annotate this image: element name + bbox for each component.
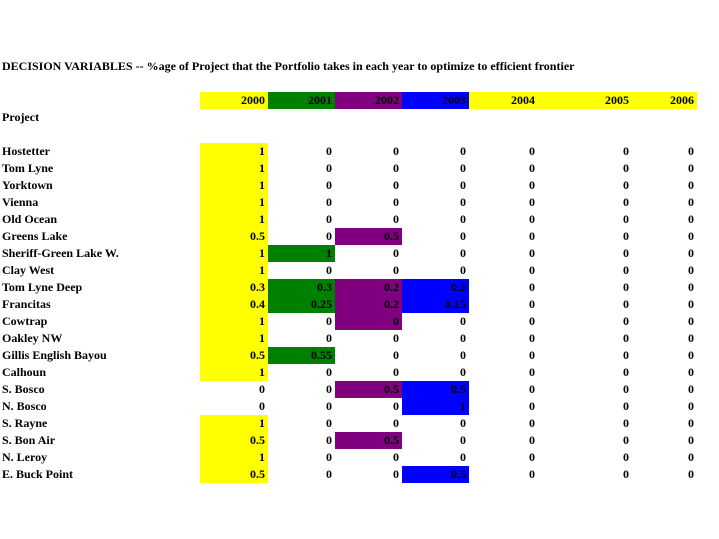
value-cell-2003: 0.2	[402, 279, 469, 296]
project-name: N. Leroy	[2, 450, 48, 464]
value-cell-2006: 0	[688, 433, 694, 447]
value-cell-2003: 0	[460, 144, 466, 158]
value-cell-2001: 0	[326, 399, 332, 413]
value-cell-2005: 0	[623, 246, 629, 260]
value-cell-2003: 0.5	[402, 381, 469, 398]
value-cell-2004: 0	[529, 212, 535, 226]
value-cell-2000: 0.3	[200, 279, 268, 296]
value-cell-2004: 0	[529, 365, 535, 379]
value-cell-2005: 0	[623, 399, 629, 413]
project-name: N. Bosco	[2, 399, 47, 413]
value-cell-2000: 1	[200, 211, 268, 228]
value-cell-2006: 0	[688, 365, 694, 379]
value-cell-2005: 0	[623, 263, 629, 277]
value-cell-2006: 0	[688, 399, 694, 413]
project-name: Cowtrap	[2, 314, 48, 328]
value-cell-2003: 1	[402, 398, 469, 415]
value-cell-2001: 0	[326, 212, 332, 226]
value-cell-2001: 0	[326, 382, 332, 396]
value-cell-2001: 0.25	[268, 296, 335, 313]
value-cell-2005: 0	[623, 348, 629, 362]
value-cell-2003: 0	[460, 195, 466, 209]
project-name: Oakley NW	[2, 331, 63, 345]
value-cell-2003: 0	[460, 365, 466, 379]
value-cell-2005: 0	[623, 467, 629, 481]
value-cell-2004: 0	[529, 348, 535, 362]
value-cell-2004: 0	[529, 433, 535, 447]
value-cell-2002: 0	[393, 161, 399, 175]
value-cell-2002: 0	[393, 348, 399, 362]
value-cell-2003: 0	[460, 246, 466, 260]
value-cell-2000: 1	[200, 330, 268, 347]
value-cell-2001: 0	[326, 229, 332, 243]
value-cell-2002: 0	[393, 467, 399, 481]
value-cell-2000: 0.5	[200, 466, 268, 483]
value-cell-2002: 0	[393, 399, 399, 413]
value-cell-2006: 0	[688, 246, 694, 260]
value-cell-2006: 0	[688, 178, 694, 192]
value-cell-2005: 0	[623, 365, 629, 379]
value-cell-2001: 0	[326, 263, 332, 277]
value-cell-2002: 0	[393, 450, 399, 464]
value-cell-2006: 0	[688, 450, 694, 464]
value-cell-2002: 0	[393, 144, 399, 158]
year-header-2006: 2006	[632, 92, 697, 109]
value-cell-2005: 0	[623, 382, 629, 396]
year-header-2003: 2003	[402, 92, 469, 109]
value-cell-2000: 0	[259, 382, 265, 396]
value-cell-2001: 0	[326, 433, 332, 447]
value-cell-2002: 0.5	[335, 381, 402, 398]
project-name: Old Ocean	[2, 212, 58, 226]
value-cell-2000: 1	[200, 415, 268, 432]
value-cell-2002: 0	[393, 178, 399, 192]
value-cell-2001: 0	[326, 314, 332, 328]
value-cell-2002: 0.2	[335, 296, 402, 313]
value-cell-2006: 0	[688, 212, 694, 226]
value-cell-2000: 0.5	[200, 347, 268, 364]
value-cell-2000: 1	[200, 177, 268, 194]
value-cell-2005: 0	[623, 161, 629, 175]
value-cell-2004: 0	[529, 382, 535, 396]
value-cell-2006: 0	[688, 161, 694, 175]
value-cell-2005: 0	[623, 178, 629, 192]
project-name: S. Rayne	[2, 416, 48, 430]
value-cell-2002: 0.5	[335, 432, 402, 449]
value-cell-2004: 0	[529, 144, 535, 158]
value-cell-2004: 0	[529, 178, 535, 192]
year-header-2004: 2004	[469, 92, 538, 109]
value-cell-2005: 0	[623, 416, 629, 430]
value-cell-2001: 0	[326, 161, 332, 175]
project-name: Tom Lyne	[2, 161, 54, 175]
value-cell-2001: 0	[326, 450, 332, 464]
value-cell-2005: 0	[623, 195, 629, 209]
value-cell-2002: 0	[393, 365, 399, 379]
value-cell-2004: 0	[529, 195, 535, 209]
value-cell-2006: 0	[688, 382, 694, 396]
value-cell-2006: 0	[688, 331, 694, 345]
value-cell-2001: 0	[326, 467, 332, 481]
year-header-2000: 2000	[200, 92, 268, 109]
project-name: Sheriff-Green Lake W.	[2, 246, 119, 260]
value-cell-2001: 0	[326, 331, 332, 345]
value-cell-2000: 1	[200, 262, 268, 279]
value-cell-2006: 0	[688, 297, 694, 311]
value-cell-2006: 0	[688, 314, 694, 328]
value-cell-2004: 0	[529, 416, 535, 430]
value-cell-2004: 0	[529, 314, 535, 328]
value-cell-2004: 0	[529, 297, 535, 311]
value-cell-2003: 0.15	[402, 296, 469, 313]
value-cell-2004: 0	[529, 450, 535, 464]
value-cell-2005: 0	[623, 144, 629, 158]
project-name: E. Buck Point	[2, 467, 74, 481]
value-cell-2004: 0	[529, 263, 535, 277]
value-cell-2002: 0.5	[335, 228, 402, 245]
year-header-2001: 2001	[268, 92, 335, 109]
value-cell-2006: 0	[688, 144, 694, 158]
value-cell-2000: 1	[200, 194, 268, 211]
value-cell-2002: 0	[393, 263, 399, 277]
value-cell-2002: 0	[393, 212, 399, 226]
year-header-2005: 2005	[538, 92, 632, 109]
value-cell-2000: 1	[200, 160, 268, 177]
value-cell-2000: 1	[200, 245, 268, 262]
value-cell-2001: 0	[326, 195, 332, 209]
value-cell-2003: 0	[460, 416, 466, 430]
value-cell-2000: 1	[200, 143, 268, 160]
value-cell-2006: 0	[688, 348, 694, 362]
project-name: Gillis English Bayou	[2, 348, 107, 362]
project-column-label: Project	[2, 110, 40, 124]
value-cell-2004: 0	[529, 280, 535, 294]
value-cell-2005: 0	[623, 450, 629, 464]
project-name: S. Bosco	[2, 382, 45, 396]
value-cell-2005: 0	[623, 297, 629, 311]
value-cell-2004: 0	[529, 246, 535, 260]
value-cell-2002: 0	[335, 313, 402, 330]
value-cell-2006: 0	[688, 467, 694, 481]
value-cell-2000: 1	[200, 364, 268, 381]
value-cell-2003: 0	[460, 229, 466, 243]
value-cell-2006: 0	[688, 229, 694, 243]
value-cell-2005: 0	[623, 433, 629, 447]
value-cell-2003: 0	[460, 331, 466, 345]
year-header-2002: 2002	[335, 92, 402, 109]
value-cell-2000: 0	[259, 399, 265, 413]
value-cell-2001: 0	[326, 178, 332, 192]
value-cell-2003: 0	[460, 450, 466, 464]
value-cell-2001: 0	[326, 416, 332, 430]
value-cell-2000: 0.5	[200, 432, 268, 449]
value-cell-2000: 1	[200, 313, 268, 330]
value-cell-2001: 0.55	[268, 347, 335, 364]
value-cell-2000: 0.4	[200, 296, 268, 313]
value-cell-2004: 0	[529, 331, 535, 345]
value-cell-2005: 0	[623, 314, 629, 328]
value-cell-2006: 0	[688, 280, 694, 294]
value-cell-2002: 0	[393, 246, 399, 260]
value-cell-2002: 0.2	[335, 279, 402, 296]
value-cell-2005: 0	[623, 229, 629, 243]
project-name: Vienna	[2, 195, 39, 209]
page-title: DECISION VARIABLES -- %age of Project that the Portfolio takes in each year to optimize to efficient frontier	[2, 59, 575, 73]
value-cell-2004: 0	[529, 161, 535, 175]
project-name: Calhoun	[2, 365, 47, 379]
project-name: S. Bon Air	[2, 433, 56, 447]
value-cell-2001: 1	[268, 245, 335, 262]
value-cell-2004: 0	[529, 229, 535, 243]
value-cell-2001: 0.3	[268, 279, 335, 296]
value-cell-2003: 0	[460, 263, 466, 277]
project-name: Tom Lyne Deep	[2, 280, 83, 294]
value-cell-2004: 0	[529, 399, 535, 413]
value-cell-2001: 0	[326, 144, 332, 158]
project-name: Francitas	[2, 297, 51, 311]
value-cell-2003: 0	[460, 433, 466, 447]
value-cell-2004: 0	[529, 467, 535, 481]
value-cell-2006: 0	[688, 195, 694, 209]
value-cell-2000: 1	[200, 449, 268, 466]
value-cell-2003: 0	[460, 314, 466, 328]
value-cell-2005: 0	[623, 212, 629, 226]
value-cell-2003: 0.5	[402, 466, 469, 483]
value-cell-2000: 0.5	[200, 228, 268, 245]
project-name: Clay West	[2, 263, 55, 277]
value-cell-2005: 0	[623, 280, 629, 294]
value-cell-2003: 0	[460, 212, 466, 226]
value-cell-2003: 0	[460, 161, 466, 175]
value-cell-2001: 0	[326, 365, 332, 379]
value-cell-2002: 0	[393, 195, 399, 209]
project-name: Hostetter	[2, 144, 50, 158]
value-cell-2005: 0	[623, 331, 629, 345]
value-cell-2006: 0	[688, 263, 694, 277]
project-name: Yorktown	[2, 178, 53, 192]
value-cell-2002: 0	[393, 331, 399, 345]
value-cell-2002: 0	[393, 416, 399, 430]
project-name: Greens Lake	[2, 229, 68, 243]
value-cell-2006: 0	[688, 416, 694, 430]
value-cell-2003: 0	[460, 178, 466, 192]
value-cell-2003: 0	[460, 348, 466, 362]
